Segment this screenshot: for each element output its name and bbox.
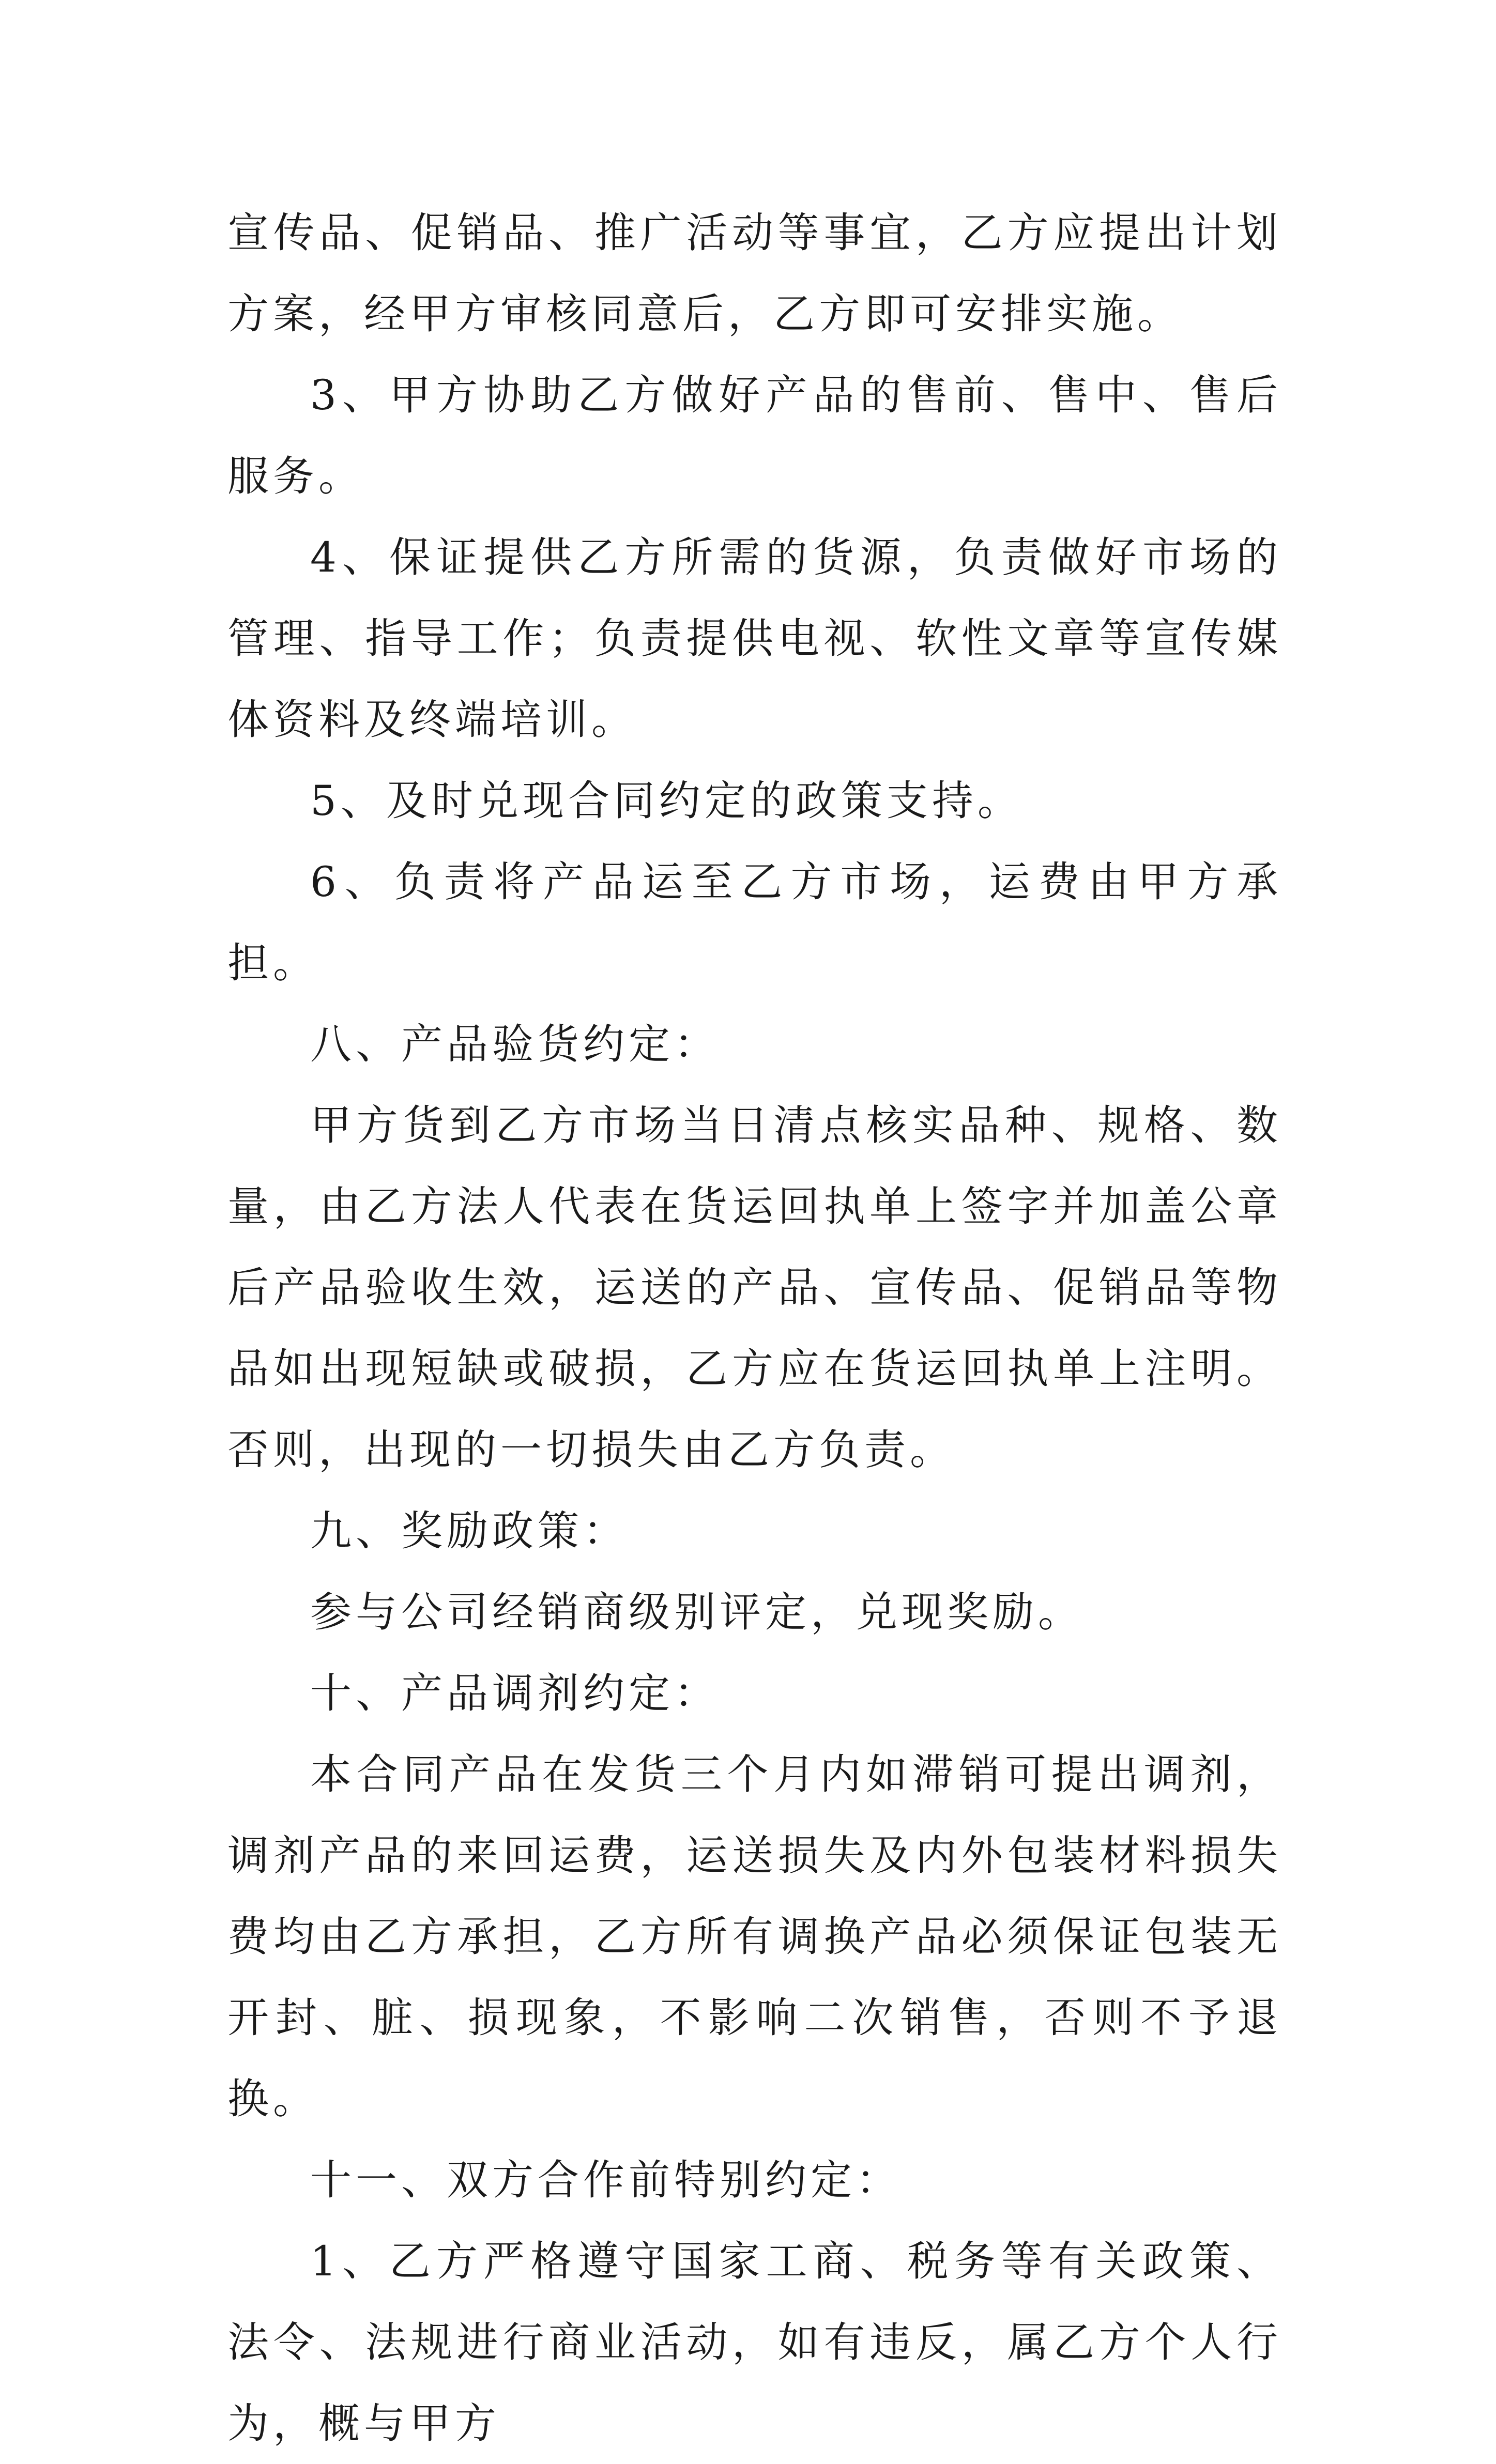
paragraph-item-5: 5、及时兑现合同约定的政策支持。: [310, 777, 1023, 825]
document-body: [227, 192, 1282, 2464]
paragraph-item-6: 6、负责将产品运至乙方市场，运费由甲方承担。: [227, 858, 1282, 987]
paragraph-inspection: 甲方货到乙方市场当日清点核实品种、规格、数量，由乙方法人代表在货运回执单上签字并加盖公章后产品验收生效，运送的产品、宣传品、促销品等物品如出现短缺或破损，乙方应在货运回执单上注明。否则，出现的一切损失由乙方负责。: [227, 1101, 1282, 1474]
paragraph-item-4: 4、保证提供乙方所需的货源，负责做好市场的管理、指导工作；负责提供电视、软性文章等宣传媒体资料及终端培训。: [227, 533, 1282, 744]
paragraph-special-item-1: 1、乙方严格遵守国家工商、税务等有关政策、法令、法规进行商业活动，如有违反，属乙方个人行为，概与甲方: [227, 2237, 1282, 2447]
section-heading-8: 八、产品验货约定：: [310, 1020, 720, 1068]
section-heading-11: 十一、双方合作前特别约定：: [310, 2156, 902, 2204]
section-heading-10: 十、产品调剂约定：: [310, 1669, 720, 1717]
paragraph-item-3: 3、甲方协助乙方做好产品的售前、售中、售后服务。: [227, 371, 1282, 500]
section-heading-9: 九、奖励政策：: [310, 1507, 629, 1555]
paragraph-adjustment: 本合同产品在发货三个月内如滞销可提出调剂，调剂产品的来回运费，运送损失及内外包装材料损失费均由乙方承担，乙方所有调换产品必须保证包装无开封、脏、损现象，不影响二次销售，否则不予退换。: [227, 1750, 1282, 2123]
paragraph-reward: 参与公司经销商级别评定，兑现奖励。: [310, 1588, 1083, 1636]
paragraph-continuation: 宣传品、促销品、推广活动等事宜，乙方应提出计划方案，经甲方审核同意后，乙方即可安排实施。: [227, 209, 1282, 338]
